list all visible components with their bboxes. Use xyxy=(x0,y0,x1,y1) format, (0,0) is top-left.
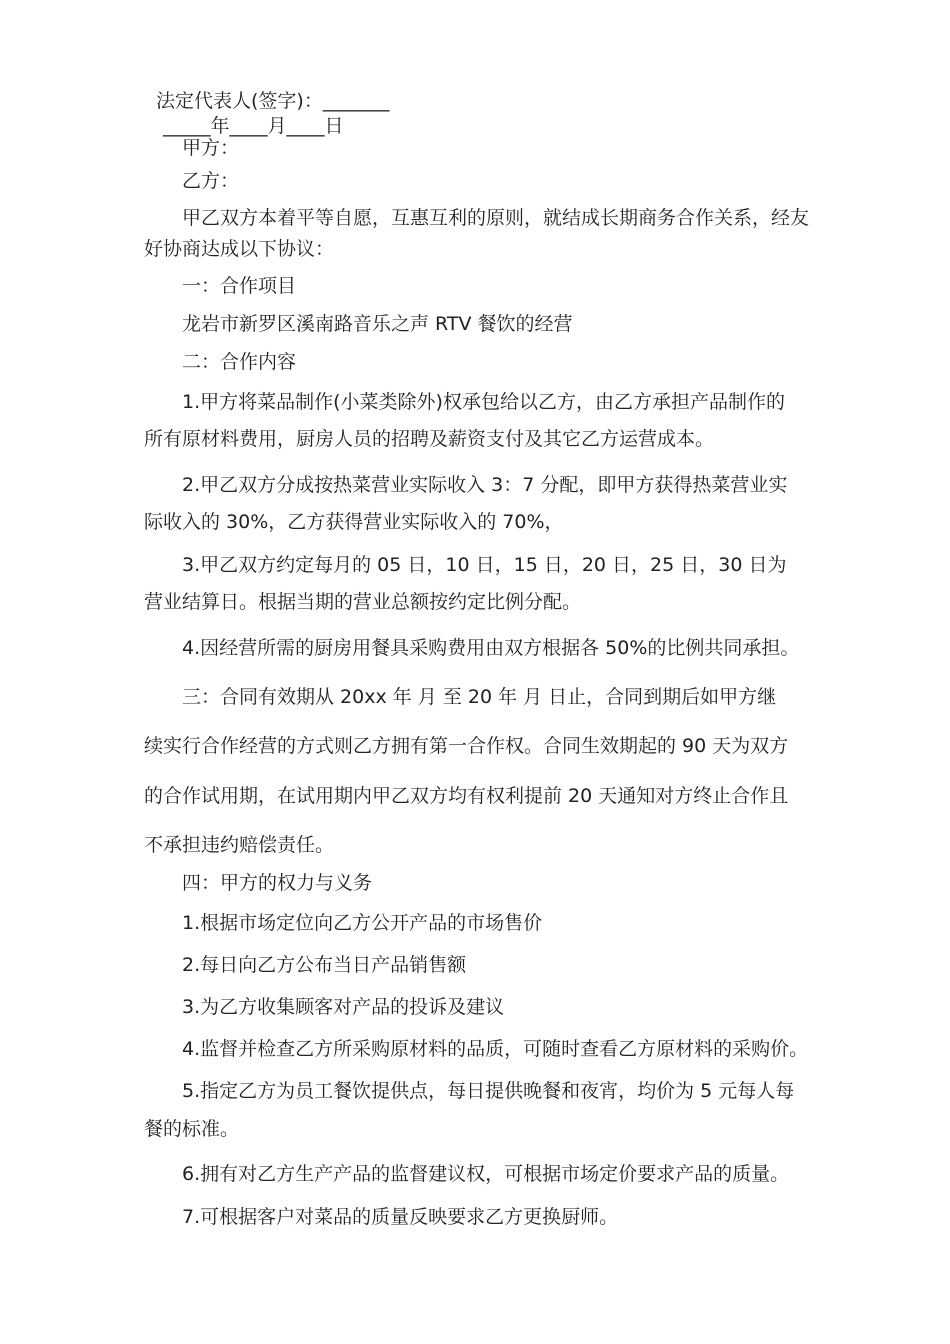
section-3-line-1: 三：合同有效期从 20xx 年 月 至 20 年 月 日止，合同到期后如甲方继 xyxy=(182,686,777,708)
section-1-heading: 一：合作项目 xyxy=(182,275,297,297)
section-4-item-6: 6.拥有对乙方生产产品的监督建议权，可根据市场定价要求产品的质量。 xyxy=(182,1163,790,1185)
date-line: _____年____月____日 xyxy=(163,115,344,137)
section-4-item-7: 7.可根据客户对菜品的质量反映要求乙方更换厨师。 xyxy=(182,1206,619,1228)
section-2-heading: 二：合作内容 xyxy=(182,351,297,373)
section-2-item-3-line-1: 3.甲乙双方约定每月的 05 日，10 日，15 日，20 日，25 日，30 日为 xyxy=(182,554,787,576)
section-2-item-1-line-1: 1.甲方将菜品制作(小菜类除外)权承包给以乙方，由乙方承担产品制作的 xyxy=(182,391,785,413)
section-4-heading: 四：甲方的权力与义务 xyxy=(182,872,373,894)
section-3-line-2: 续实行合作经营的方式则乙方拥有第一合作权。合同生效期起的 90 天为双方 xyxy=(144,735,789,757)
section-2-item-2-line-2: 际收入的 30%，乙方获得营业实际收入的 70%， xyxy=(144,511,564,533)
section-4-item-2: 2.每日向乙方公布当日产品销售额 xyxy=(182,954,467,976)
party-b-label: 乙方： xyxy=(182,170,240,192)
section-1-text: 龙岩市新罗区溪南路音乐之声 RTV 餐饮的经营 xyxy=(182,313,573,335)
section-4-item-5-line-1: 5.指定乙方为员工餐饮提供点，每日提供晚餐和夜宵，均价为 5 元每人每 xyxy=(182,1080,795,1102)
section-4-item-4: 4.监督并检查乙方所采购原材料的品质，可随时查看乙方原材料的采购价。 xyxy=(182,1038,809,1060)
signature-line: 法定代表人(签字)：_______ xyxy=(156,90,390,112)
section-2-item-1-line-2: 所有原材料费用，厨房人员的招聘及薪资支付及其它乙方运营成本。 xyxy=(144,428,715,450)
section-2-item-3-line-2: 营业结算日。根据当期的营业总额按约定比例分配。 xyxy=(144,591,582,613)
section-2-item-4: 4.因经营所需的厨房用餐具采购费用由双方根据各 50%的比例共同承担。 xyxy=(182,637,800,659)
section-2-item-2-line-1: 2.甲乙双方分成按热菜营业实际收入 3：7 分配，即甲方获得热菜营业实 xyxy=(182,474,788,496)
section-4-item-3: 3.为乙方收集顾客对产品的投诉及建议 xyxy=(182,996,505,1018)
section-4-item-1: 1.根据市场定位向乙方公开产品的市场售价 xyxy=(182,912,543,934)
intro-line-2: 好协商达成以下协议： xyxy=(144,238,335,260)
party-a-label: 甲方： xyxy=(182,137,240,159)
section-3-line-3: 的合作试用期，在试用期内甲乙双方均有权利提前 20 天通知对方终止合作且 xyxy=(144,785,789,807)
intro-line-1: 甲乙双方本着平等自愿，互惠互利的原则，就结成长期商务合作关系，经友 xyxy=(182,207,810,229)
section-4-item-5-line-2: 餐的标准。 xyxy=(144,1118,240,1140)
section-3-line-4: 不承担违约赔偿责任。 xyxy=(144,834,335,856)
